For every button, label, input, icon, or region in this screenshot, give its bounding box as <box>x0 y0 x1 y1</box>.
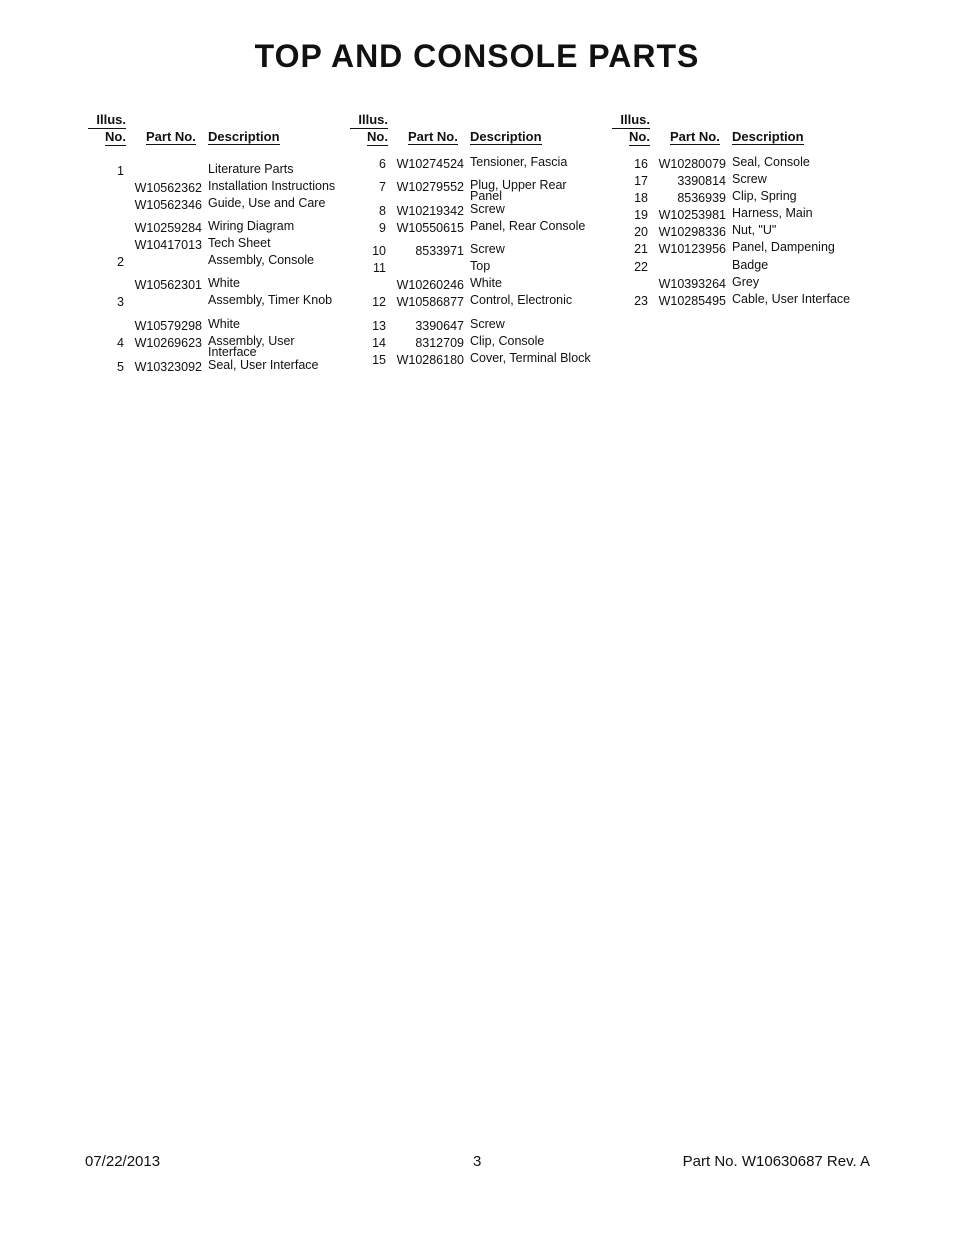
part-description: Panel, Dampening <box>732 240 835 254</box>
part-number: W10323092 <box>134 360 202 374</box>
part-description: Harness, Main <box>732 206 813 220</box>
part-description: Nut, "U" <box>732 223 777 237</box>
illus-number: 12 <box>372 295 386 309</box>
part-number: W10417013 <box>134 238 202 252</box>
part-description: Cable, User Interface <box>732 292 851 306</box>
part-no-header: Part No. <box>670 129 720 144</box>
part-description: Tech Sheet <box>208 236 271 250</box>
part-description: Clip, Spring <box>732 189 797 203</box>
part-number: 8312709 <box>415 336 464 350</box>
no-header: No. <box>105 129 126 144</box>
illus-number: 16 <box>634 157 648 171</box>
illus-number: 21 <box>634 242 648 256</box>
part-number: W10280079 <box>658 157 726 171</box>
part-number: W10298336 <box>658 225 726 239</box>
illus-number: 17 <box>634 174 648 188</box>
illus-number: 22 <box>634 260 648 274</box>
illus-number: 11 <box>373 261 386 275</box>
description-header: Description <box>732 129 804 144</box>
illus-number: 7 <box>379 180 386 194</box>
part-description: Clip, Console <box>470 334 545 348</box>
part-no-header: Part No. <box>146 129 196 144</box>
part-description: Cover, Terminal Block <box>470 351 591 365</box>
part-no-header: Part No. <box>408 129 458 144</box>
part-description: Screw <box>470 202 505 216</box>
footer-date: 07/22/2013 <box>85 1153 161 1170</box>
part-description: Assembly, User Interface <box>208 334 295 359</box>
part-description: Installation Instructions <box>208 179 336 193</box>
part-number: W10279552 <box>396 180 464 194</box>
footer-page-number: 3 <box>473 1153 482 1170</box>
page-title: TOP AND CONSOLE PARTS <box>254 38 700 74</box>
part-description: Badge <box>732 258 769 272</box>
illus-number: 19 <box>634 208 648 222</box>
part-description: Screw <box>732 172 767 186</box>
illus-number: 3 <box>117 295 124 309</box>
part-description: Grey <box>732 275 760 289</box>
part-description: White <box>208 317 240 331</box>
illus-number: 4 <box>117 336 124 350</box>
illus-number: 5 <box>117 360 124 374</box>
part-number: W10562301 <box>134 278 202 292</box>
part-number: W10259284 <box>134 221 202 235</box>
part-description: Assembly, Console <box>208 253 315 267</box>
part-description: Assembly, Timer Knob <box>208 293 333 307</box>
part-description: White <box>470 276 502 290</box>
part-description: Literature Parts <box>208 162 294 176</box>
part-number: W10579298 <box>134 319 202 333</box>
illus-header: Illus. <box>350 112 388 129</box>
part-number: W10562362 <box>134 181 202 195</box>
illus-number: 6 <box>379 157 386 171</box>
part-description: Plug, Upper Rear Panel <box>470 178 567 203</box>
illus-number: 20 <box>634 225 648 239</box>
part-number: W10286180 <box>396 353 464 367</box>
part-description: Control, Electronic <box>470 293 573 307</box>
part-number: W10260246 <box>396 278 464 292</box>
description-header: Description <box>208 129 280 144</box>
illus-number: 13 <box>372 319 386 333</box>
part-description: Seal, Console <box>732 155 810 169</box>
illus-number: 18 <box>634 191 648 205</box>
no-header: No. <box>629 129 650 144</box>
no-header: No. <box>367 129 388 144</box>
part-description: White <box>208 276 240 290</box>
illus-header: Illus. <box>612 112 650 129</box>
part-number: W10393264 <box>658 277 726 291</box>
part-description: Top <box>470 259 491 273</box>
illus-number: 2 <box>117 255 124 269</box>
part-number: W10586877 <box>396 295 464 309</box>
part-number: 8536939 <box>677 191 726 205</box>
part-number: W10285495 <box>658 294 726 308</box>
part-number: W10253981 <box>658 208 726 222</box>
part-description: Panel, Rear Console <box>470 219 586 233</box>
illus-number: 9 <box>379 221 386 235</box>
illus-number: 23 <box>634 294 648 308</box>
part-description: Guide, Use and Care <box>208 196 326 210</box>
part-number: 3390814 <box>677 174 726 188</box>
part-description: Screw <box>470 242 505 256</box>
part-number: W10123956 <box>658 242 726 256</box>
part-description: Seal, User Interface <box>208 358 319 372</box>
part-description: Wiring Diagram <box>208 219 295 233</box>
description-header: Description <box>470 129 542 144</box>
part-number: 3390647 <box>415 319 464 333</box>
illus-number: 14 <box>372 336 386 350</box>
illus-number: 10 <box>372 244 386 258</box>
part-description: Tensioner, Fascia <box>470 155 568 169</box>
part-number: W10562346 <box>134 198 202 212</box>
part-number: W10550615 <box>396 221 464 235</box>
illus-header: Illus. <box>88 112 126 129</box>
footer-part-number: Part No. W10630687 Rev. A <box>682 1153 870 1170</box>
illus-number: 1 <box>117 164 124 178</box>
illus-number: 8 <box>379 204 386 218</box>
part-number: W10274524 <box>396 157 464 171</box>
part-number: W10219342 <box>396 204 464 218</box>
part-number: 8533971 <box>415 244 464 258</box>
part-description: Screw <box>470 317 505 331</box>
part-number: W10269623 <box>134 336 202 350</box>
illus-number: 15 <box>372 353 386 367</box>
